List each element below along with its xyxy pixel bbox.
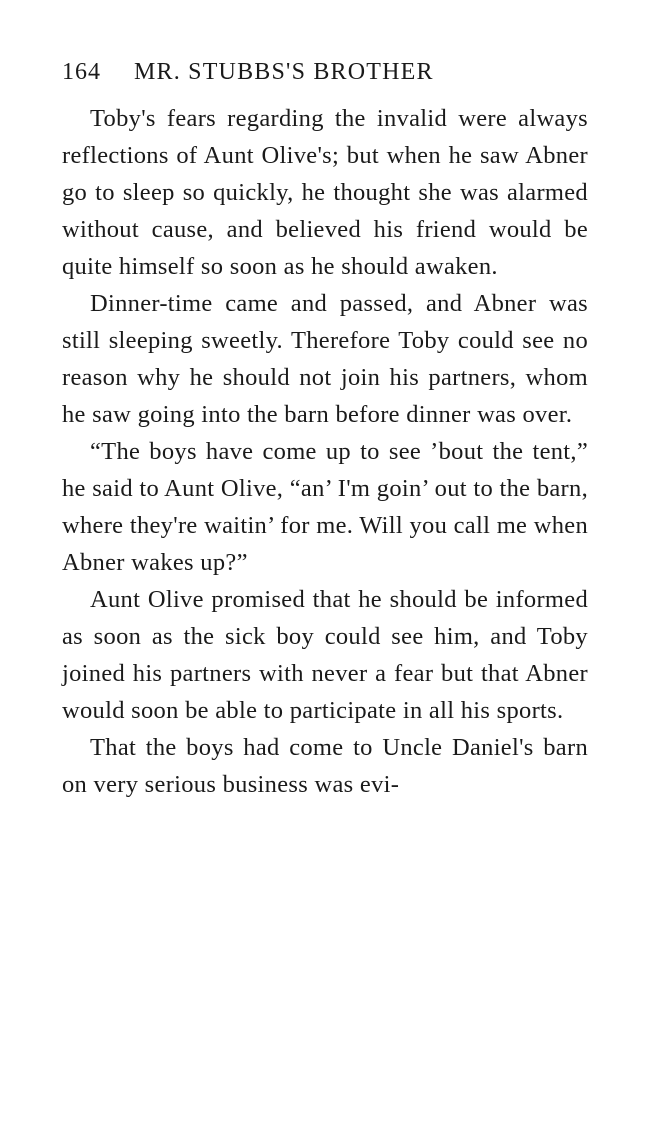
- paragraph-4: Aunt Olive promised that he should be informed as soon as the sick boy could see him, and Toby joined his partners with never a fear but that Abner would soon be able to participate in all his sports.: [62, 586, 588, 724]
- paragraph-2: Dinner-time came and passed, and Abner was still sleeping sweetly. Therefore Toby could see no reason why he should not join his partners, whom he saw going into the barn before dinner was over.: [62, 290, 588, 428]
- page-number: 164: [62, 59, 101, 85]
- paragraph-5: That the boys had come to Uncle Daniel's barn on very serious business was evi-: [62, 734, 588, 798]
- paragraph-1: Toby's fears regarding the invalid were always reflections of Aunt Olive's; but when he saw Abner go to sleep so quickly, he thought she was alarmed without cause, and believed his friend would be quite himself so soon as he should awaken.: [62, 105, 588, 280]
- running-title: MR. STUBBS'S BROTHER: [134, 59, 434, 85]
- paragraph-3: “The boys have come up to see ’bout the tent,” he said to Aunt Olive, “an’ I'm goin’ out to the barn, where they're waitin’ for me. Will you call me when Abner wakes up?”: [62, 438, 588, 576]
- book-page: [62, 54, 588, 803]
- running-head: [62, 54, 588, 90]
- body-text: [62, 100, 588, 803]
